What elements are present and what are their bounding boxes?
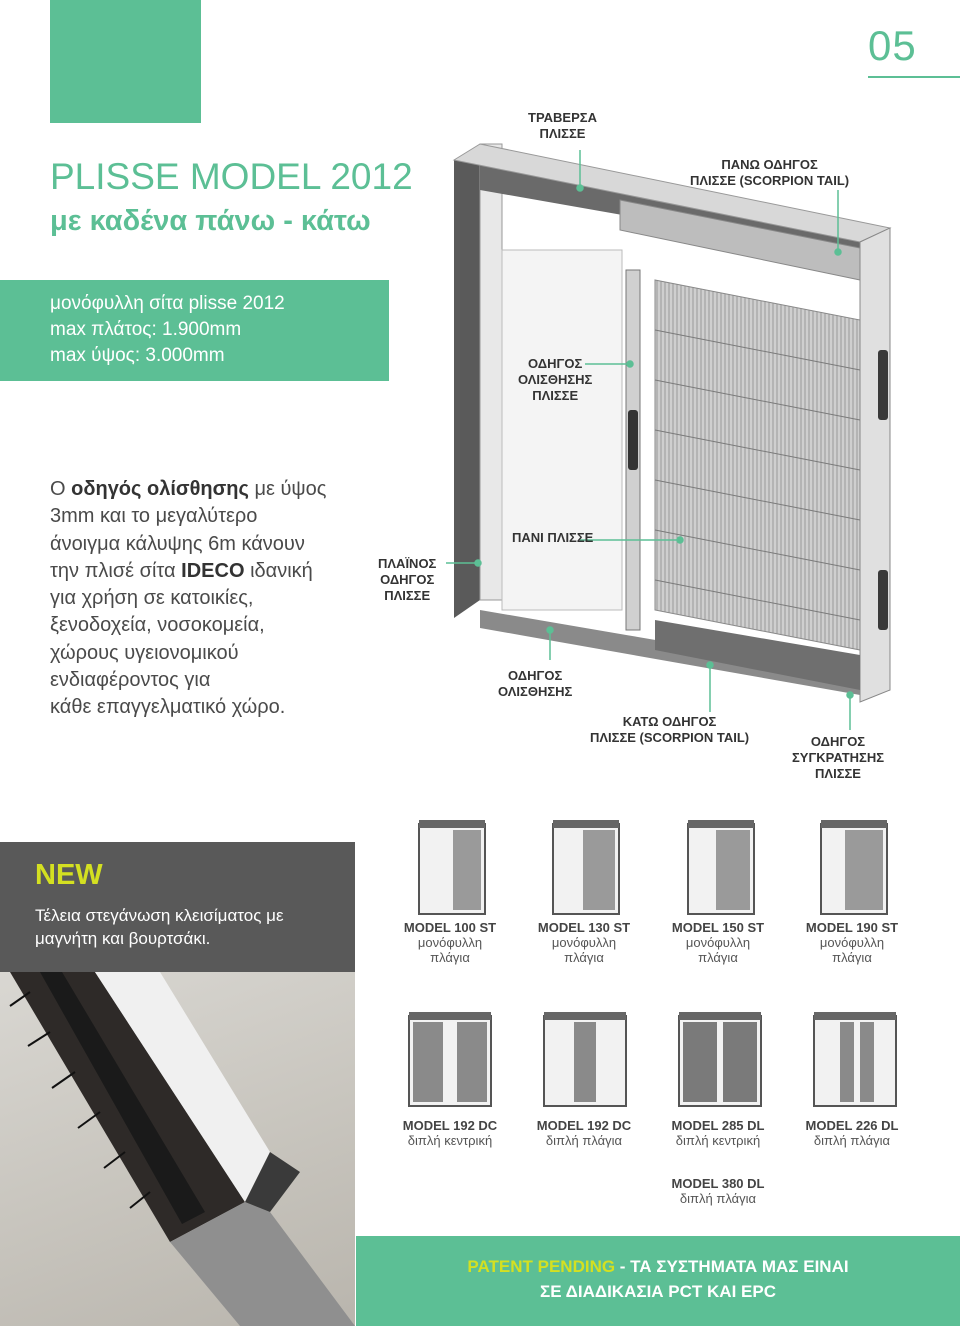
spec-line-1: μονόφυλλη σίτα plisse 2012 xyxy=(50,293,285,314)
desc-text: με ύψος xyxy=(248,478,327,500)
desc-line: 3mm και το μεγαλύτερο xyxy=(50,505,258,528)
plisse-door-diagram xyxy=(440,130,910,730)
footer-line-1: - ΤΑ ΣΥΣΤΗΜΑΤΑ ΜΑΣ ΕΙΝΑΙ xyxy=(615,1257,849,1276)
model-type: μονόφυλλη xyxy=(685,935,751,950)
model-name: MODEL 380 DL xyxy=(671,1176,765,1191)
model-name: MODEL 100 ST xyxy=(403,920,497,935)
footer-text xyxy=(356,1254,960,1304)
page-subtitle: με καδένα πάνω - κάτω xyxy=(50,205,371,237)
label-line: ΠΛΑΪΝΟΣ xyxy=(378,556,437,571)
model-card-130st xyxy=(524,920,644,965)
model-card-192dc-central xyxy=(390,1118,510,1148)
model-opening: πλάγια xyxy=(832,950,872,965)
model-card-192dc-side xyxy=(524,1118,644,1148)
label-slide-guide-plisse xyxy=(518,356,592,404)
model-type: μονόφυλλη xyxy=(417,935,483,950)
label-line: ΠΛΙΣΣΕ xyxy=(815,766,861,781)
spec-line-2: max πλάτος: 1.900mm xyxy=(50,319,242,340)
model-285dl-thumb xyxy=(675,1010,765,1110)
label-fabric xyxy=(512,530,593,546)
model-100st-thumb xyxy=(413,818,491,918)
model-type: μονόφυλλη xyxy=(819,935,885,950)
label-line: ΚΑΤΩ ΟΔΗΓΟΣ xyxy=(622,714,717,729)
label-line: ΠΑΝΩ ΟΔΗΓΟΣ xyxy=(721,157,818,172)
model-opening: πλάγια xyxy=(564,950,604,965)
page-number-underline xyxy=(868,76,960,78)
model-130st-thumb xyxy=(547,818,625,918)
patent-pending-highlight: PATENT PENDING xyxy=(467,1257,616,1276)
model-150st-thumb xyxy=(682,818,760,918)
label-line: ΠΑΝΙ ΠΛΙΣΣΕ xyxy=(512,530,594,545)
label-holding-guide xyxy=(792,734,884,782)
label-line: ΠΛΙΣΣΕ (SCORPION TAIL) xyxy=(690,173,850,188)
model-name: MODEL 130 ST xyxy=(537,920,631,935)
left-frame-face xyxy=(480,144,502,600)
label-line: ΠΛΙΣΣΕ xyxy=(539,126,586,141)
door-handle xyxy=(628,410,638,470)
model-opening: πλάγια xyxy=(430,950,470,965)
page-title: PLISSE MODEL 2012 xyxy=(50,156,413,197)
right-clip xyxy=(878,570,888,630)
label-top-guide xyxy=(690,157,849,189)
model-name: MODEL 190 ST xyxy=(805,920,899,935)
label-line: ΟΔΗΓΟΣ xyxy=(508,668,563,683)
label-line: ΤΡΑΒΕΡΣΑ xyxy=(528,110,597,125)
new-line: μαγνήτη και βουρτσάκι. xyxy=(35,929,211,948)
glass-panel xyxy=(502,250,622,610)
label-line: ΟΔΗΓΟΣ xyxy=(810,734,866,749)
desc-bold-brand: IDECO xyxy=(181,559,245,582)
model-type: διπλή κεντρική xyxy=(675,1133,761,1148)
model-type: διπλή κεντρική xyxy=(407,1133,493,1148)
desc-line: άνοιγμα κάλυψης 6m κάνουν xyxy=(50,532,305,555)
left-frame-post xyxy=(454,144,480,618)
footer-line-2: ΣΕ ΔΙΑΔΙΚΑΣΙΑ PCT ΚΑΙ EPC xyxy=(540,1282,776,1301)
label-bottom-guide xyxy=(590,714,749,746)
model-card-150st xyxy=(658,920,778,965)
desc-line: για χρήση σε κατοικίες, xyxy=(50,587,254,610)
desc-text: την πλισέ σίτα xyxy=(50,559,182,582)
model-card-380dl xyxy=(658,1176,778,1206)
model-card-190st xyxy=(792,920,912,965)
label-line: ΣΥΓΚΡΑΤΗΣΗΣ xyxy=(792,750,885,765)
model-card-285dl xyxy=(658,1118,778,1148)
header-green-tab xyxy=(50,0,201,123)
description-text xyxy=(50,476,370,722)
model-192dc-central-thumb xyxy=(405,1010,495,1110)
model-name: MODEL 192 DC xyxy=(402,1118,498,1133)
model-type: διπλή πλάγια xyxy=(679,1191,757,1206)
desc-bold: οδηγός ολίσθησης xyxy=(71,478,249,500)
label-line: ΠΛΙΣΣΕ xyxy=(532,388,579,403)
label-line: ΟΛΙΣΘΗΣΗΣ xyxy=(498,684,573,699)
new-description xyxy=(35,904,284,950)
model-type: διπλή πλάγια xyxy=(545,1133,623,1148)
specs-box xyxy=(0,280,389,381)
model-name: MODEL 150 ST xyxy=(671,920,765,935)
label-slide-guide xyxy=(498,668,572,700)
new-title: NEW xyxy=(35,859,103,891)
label-traversa xyxy=(528,110,597,142)
label-line: ΟΛΙΣΘΗΣΗΣ xyxy=(518,372,593,387)
desc-line: κάθε επαγγελματικό χώρο. xyxy=(50,696,286,719)
brush-seal-photo xyxy=(0,972,355,1326)
spec-line-3: max ύψος: 3.000mm xyxy=(50,345,225,366)
label-line: ΠΛΙΣΣΕ xyxy=(384,588,431,603)
right-frame-post xyxy=(860,228,890,702)
model-name: MODEL 226 DL xyxy=(805,1118,899,1133)
desc-text: Ο xyxy=(50,478,72,500)
label-line: ΠΛΙΣΣΕ (SCORPION TAIL) xyxy=(590,730,750,745)
desc-line: χώρους υγειονομικού xyxy=(50,641,239,664)
model-192dc-side-thumb xyxy=(540,1010,630,1110)
label-line: ΟΔΗΓΟΣ xyxy=(380,572,435,587)
desc-line: ενδιαφέροντος για xyxy=(50,669,211,692)
model-card-226dl xyxy=(792,1118,912,1148)
model-190st-thumb xyxy=(815,818,893,918)
page-number: 05 xyxy=(868,22,917,69)
model-name: MODEL 285 DL xyxy=(671,1118,765,1133)
desc-line: ξενοδοχεία, νοσοκομεία, xyxy=(50,614,265,637)
new-line: Τέλεια στεγάνωση κλεισίματος με xyxy=(35,906,284,925)
model-226dl-thumb xyxy=(810,1010,900,1110)
label-side-guide xyxy=(378,556,436,604)
model-type: μονόφυλλη xyxy=(551,935,617,950)
model-card-100st xyxy=(390,920,510,965)
brush-seal-illustration xyxy=(0,972,355,1326)
model-name: MODEL 192 DC xyxy=(536,1118,632,1133)
label-line: ΟΔΗΓΟΣ xyxy=(528,356,583,371)
desc-text: ιδανική xyxy=(244,559,313,582)
right-handle xyxy=(878,350,888,420)
model-opening: πλάγια xyxy=(698,950,738,965)
model-type: διπλή πλάγια xyxy=(813,1133,891,1148)
